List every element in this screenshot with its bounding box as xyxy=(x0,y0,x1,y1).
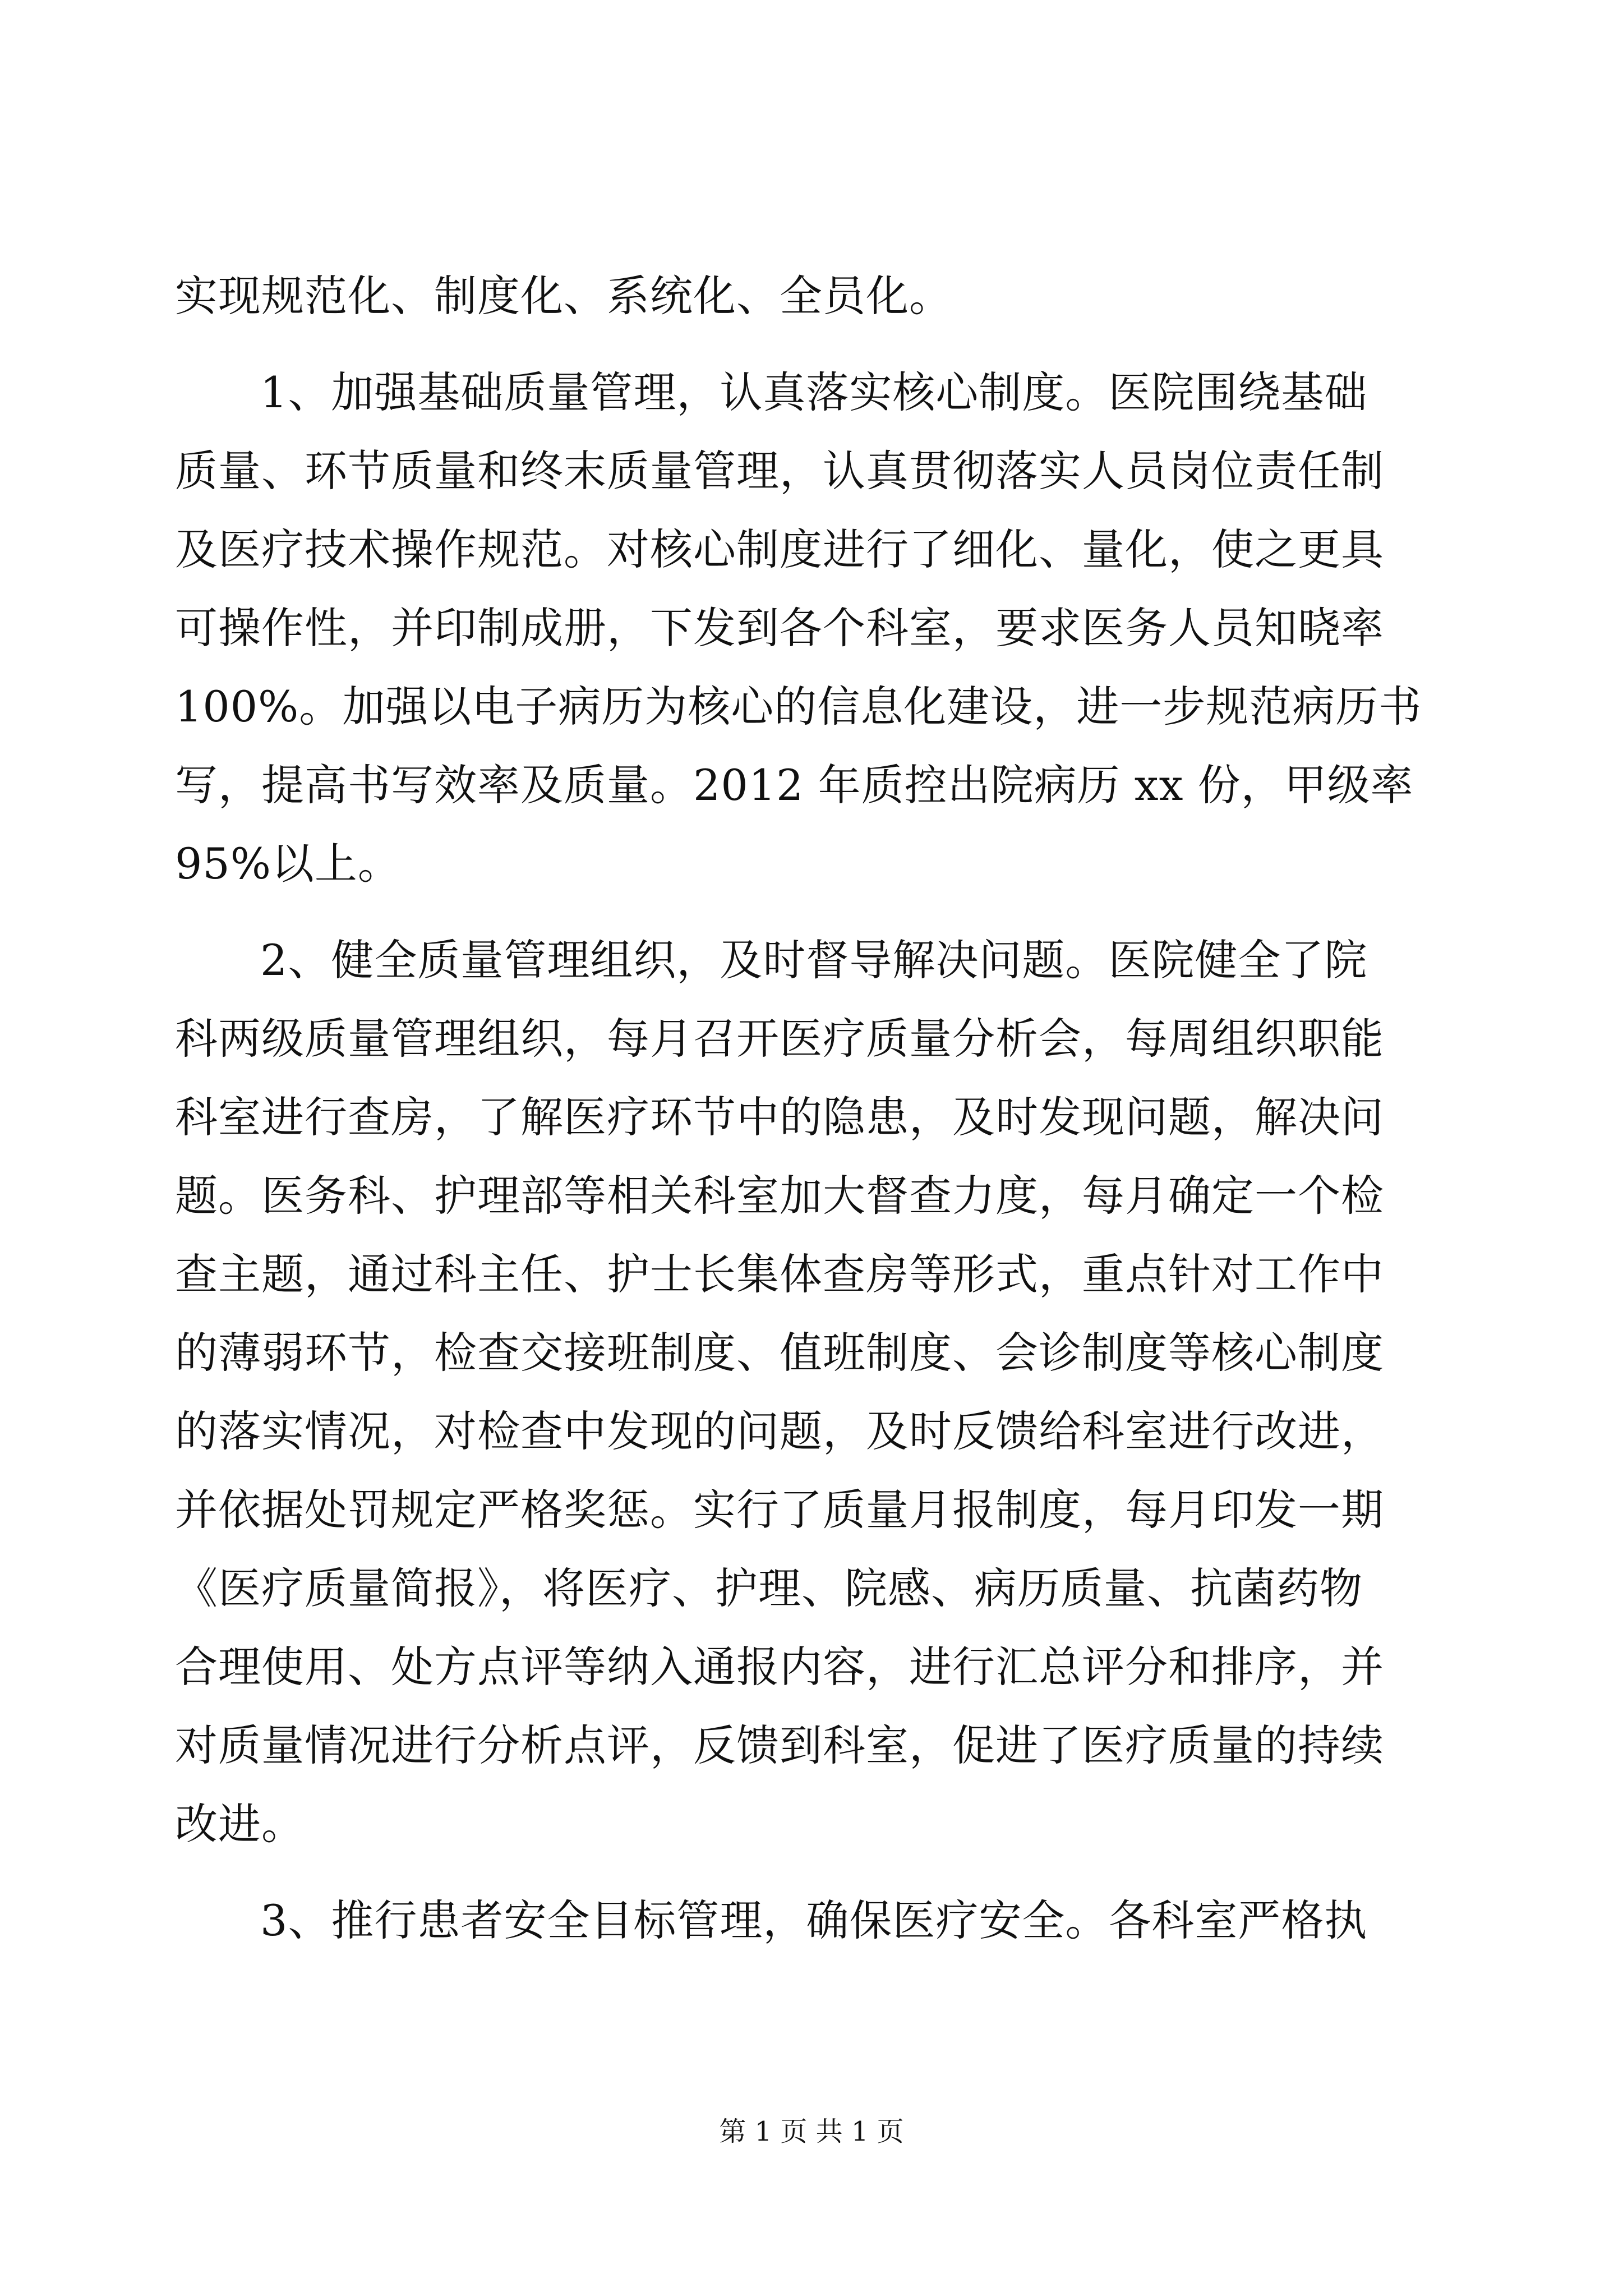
paragraph-first-line: 2、健全质量管理组织，及时督导解决问题。医院健全了院 xyxy=(260,935,1368,985)
text-line: 的薄弱环节，检查交接班制度、值班制度、会诊制度等核心制度 xyxy=(175,1328,1384,1378)
text-line: 科两级质量管理组织，每月召开医疗质量分析会，每周组织职能 xyxy=(175,1014,1384,1064)
text-line: 并依据处罚规定严格奖惩。实行了质量月报制度，每月印发一期 xyxy=(175,1485,1384,1535)
text-line: 《医疗质量简报》，将医疗、护理、院感、病历质量、抗菌药物 xyxy=(175,1563,1363,1613)
text-line: 100%。加强以电子病历为核心的信息化建设，进一步规范病历书 xyxy=(175,682,1422,731)
text-line: 实现规范化、制度化、系统化、全员化。 xyxy=(175,271,952,321)
text-line: 题。医务科、护理部等相关科室加大督查力度，每月确定一个检 xyxy=(175,1171,1384,1221)
document-body xyxy=(175,257,1448,1960)
text-line: 对质量情况进行分析点评，反馈到科室，促进了医疗质量的持续 xyxy=(175,1720,1384,1770)
text-line: 合理使用、处方点评等纳入通报内容，进行汇总评分和排序，并 xyxy=(175,1642,1384,1692)
text-line: 查主题，通过科主任、护士长集体查房等形式，重点针对工作中 xyxy=(175,1249,1384,1299)
text-line: 及医疗技术操作规范。对核心制度进行了细化、量化，使之更具 xyxy=(175,524,1384,574)
text-line: 质量、环节质量和终末质量管理，认真贯彻落实人员岗位责任制 xyxy=(175,446,1384,496)
text-line: 写，提高书写效率及质量。2012 年质控出院病历 xx 份，甲级率 xyxy=(175,760,1414,810)
page-footer: 第 1 页 共 1 页 xyxy=(719,2116,904,2147)
text-line: 改进。 xyxy=(175,1799,305,1849)
paragraph-first-line: 3、推行患者安全目标管理，确保医疗安全。各科室严格执 xyxy=(260,1895,1368,1945)
text-line: 的落实情况，对检查中发现的问题，及时反馈给科室进行改进， xyxy=(175,1406,1384,1456)
text-line: 95%以上。 xyxy=(175,839,401,889)
text-line: 可操作性，并印制成册，下发到各个科室，要求医务人员知晓率 xyxy=(175,603,1384,653)
text-line: 科室进行查房，了解医疗环节中的隐患，及时发现问题，解决问 xyxy=(175,1092,1384,1142)
paragraph-first-line: 1、加强基础质量管理，认真落实核心制度。医院围绕基础 xyxy=(260,367,1368,417)
